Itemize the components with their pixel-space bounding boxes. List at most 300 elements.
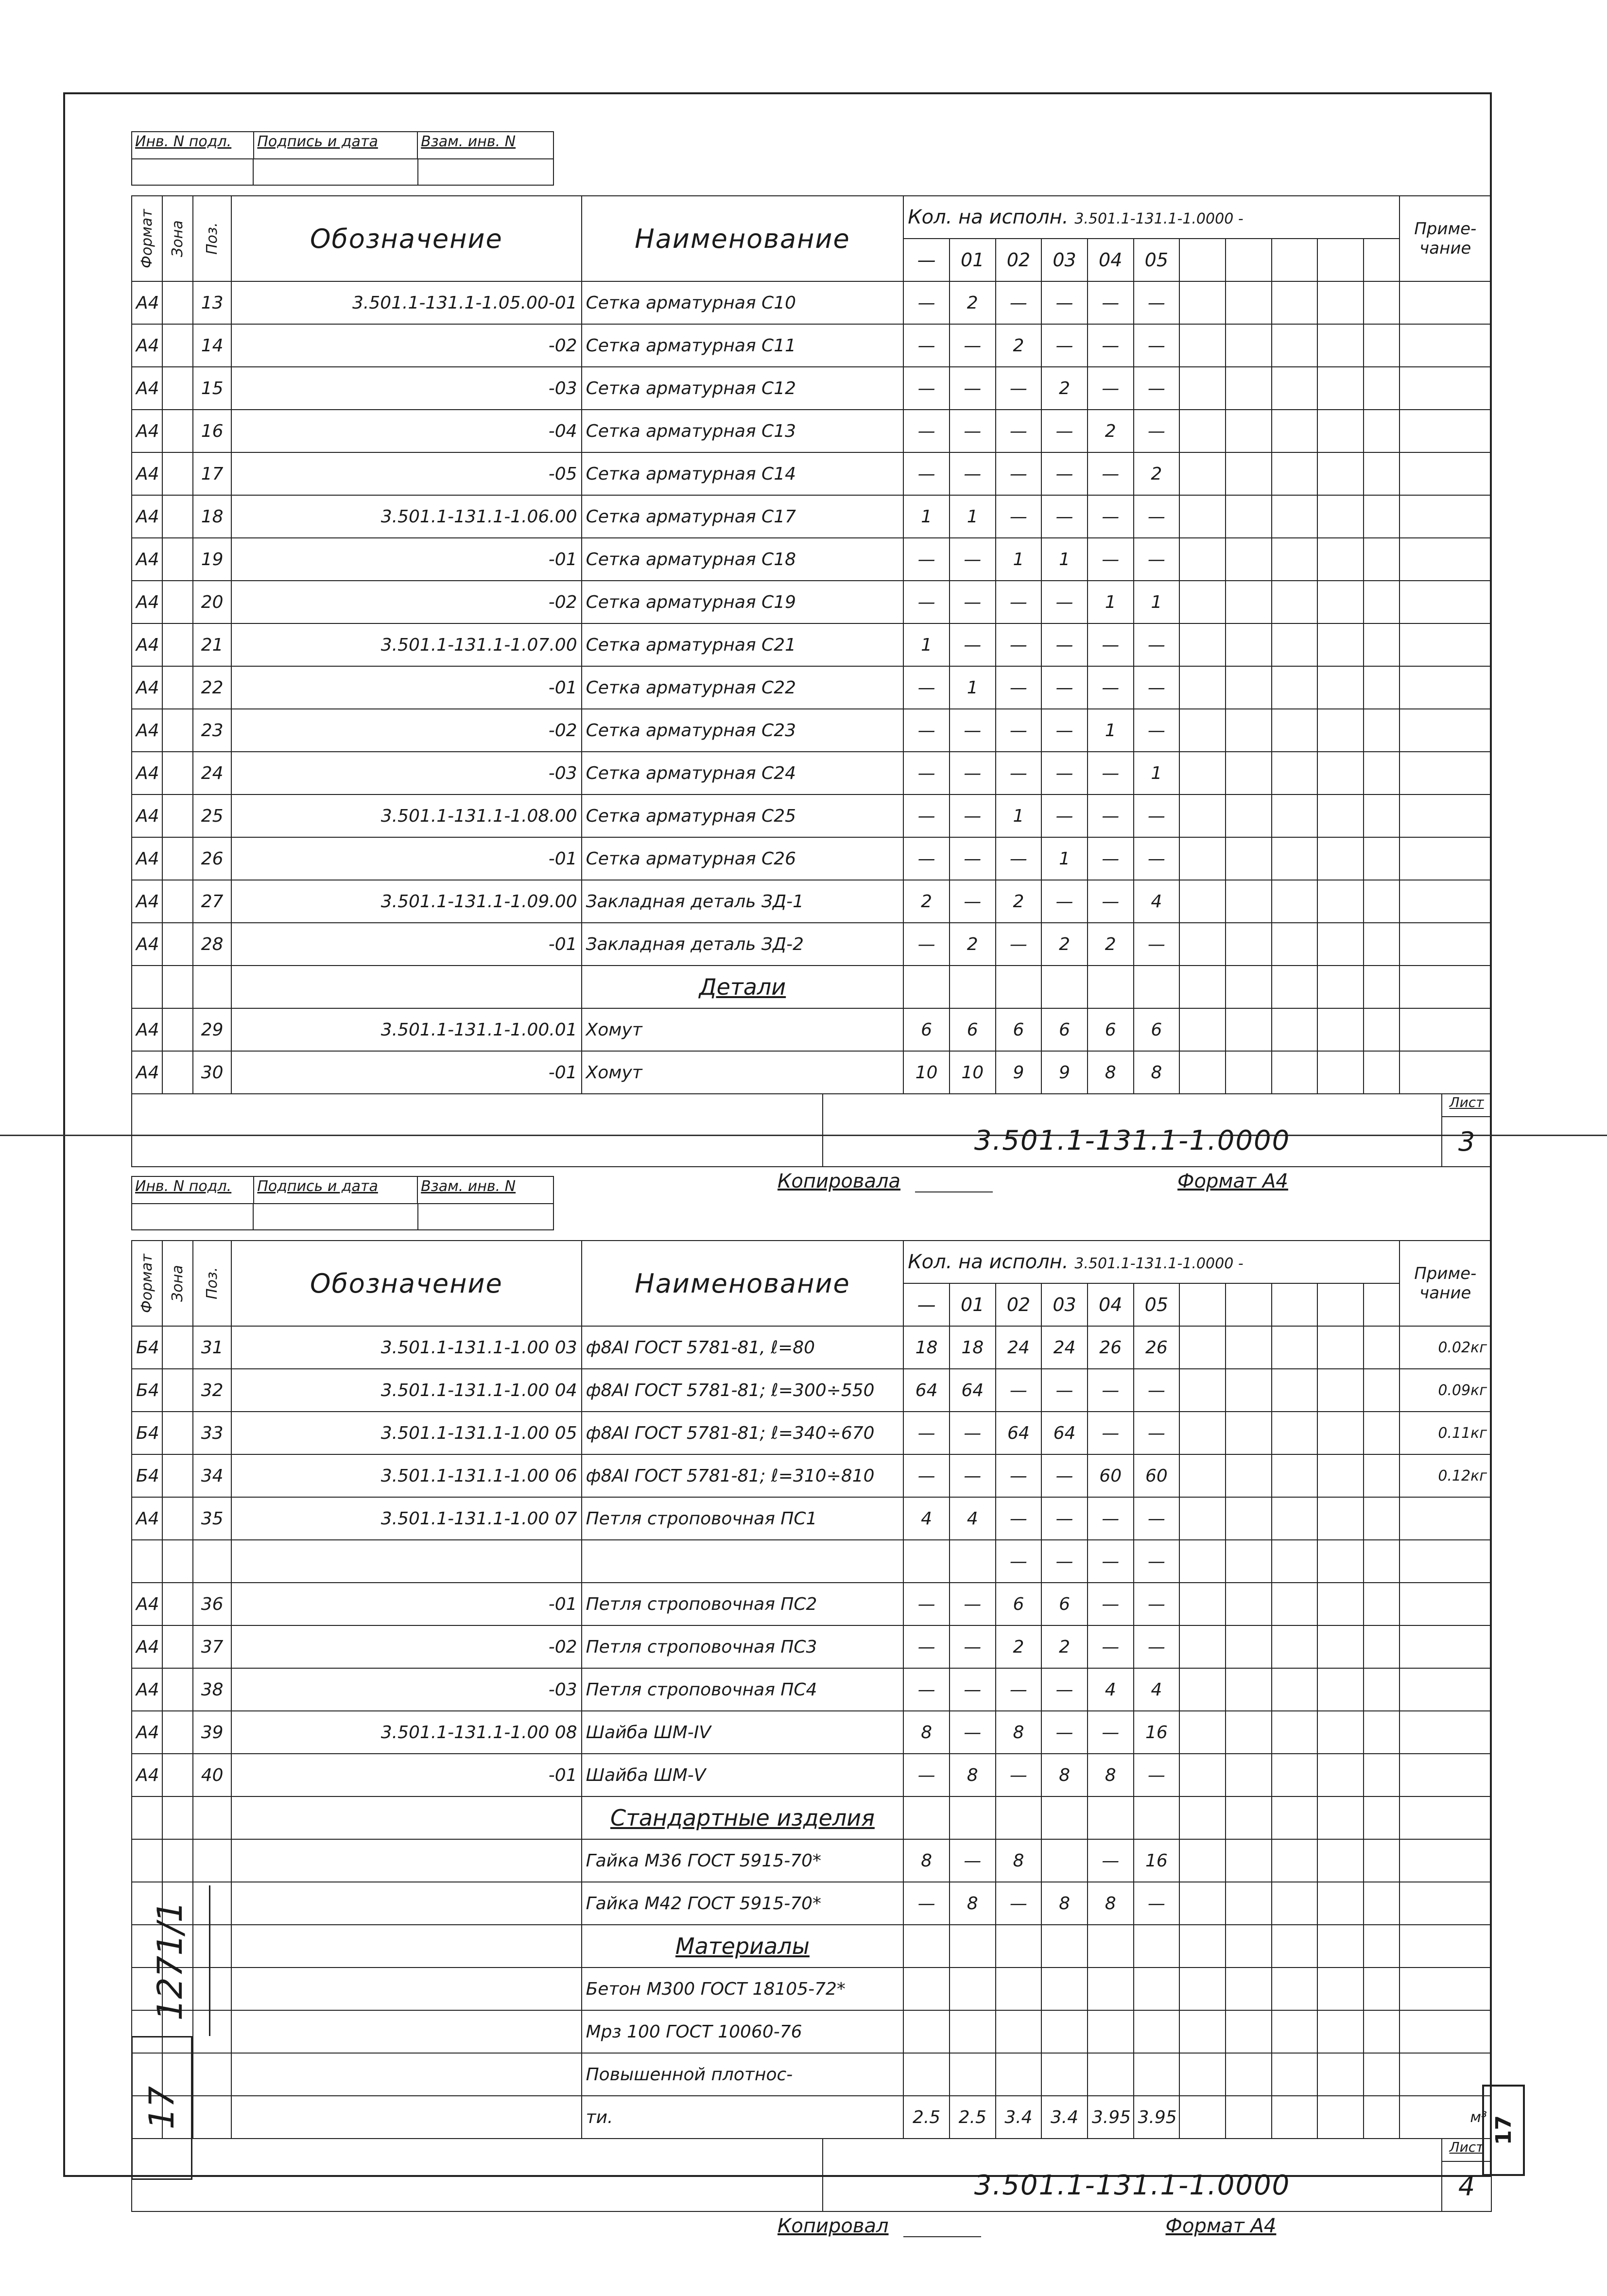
row-qty: 24 (996, 1326, 1042, 1369)
row-qty: — (996, 1882, 1042, 1925)
row-qty: — (1134, 1540, 1180, 1583)
row-qty: 18 (903, 1326, 950, 1369)
row-pos: 14 (193, 324, 231, 367)
row-qty: — (1134, 623, 1180, 666)
row-qty: 8 (950, 1754, 996, 1796)
row-qty: 64 (996, 1412, 1042, 1454)
row-designation: -03 (231, 752, 582, 794)
variant-header: 01 (950, 239, 996, 281)
row-format: А4 (132, 709, 162, 752)
sheet-number: 3 (1458, 1126, 1475, 1157)
row-format: А4 (132, 452, 162, 495)
row-format: А4 (132, 666, 162, 709)
table-row (132, 2053, 1491, 2096)
row-qty: 6 (1041, 1583, 1088, 1625)
table-row (132, 1412, 1491, 1454)
table-row (132, 2096, 1491, 2139)
row-qty: — (1088, 1412, 1134, 1454)
row-qty (1088, 2053, 1134, 2096)
table-row (132, 2010, 1491, 2053)
row-qty: 2 (1088, 410, 1134, 452)
row-note: 0.11кг (1400, 1412, 1491, 1454)
section-title: Детали (582, 966, 904, 1008)
row-qty: — (1088, 837, 1134, 880)
row-qty (996, 2053, 1042, 2096)
variant-header: 05 (1134, 239, 1180, 281)
row-qty (903, 1968, 950, 2010)
row-name: Сетка арматурная С18 (582, 538, 904, 581)
row-qty: 1 (903, 623, 950, 666)
row-qty: — (950, 1625, 996, 1668)
row-pos (193, 2096, 231, 2139)
row-name: Бетон М300 ГОСТ 18105-72* (582, 1968, 904, 2010)
table-row (132, 1326, 1491, 1369)
quantity-title: Кол. на исполн. (908, 1251, 1069, 1273)
table-row (132, 1668, 1491, 1711)
row-note (1400, 1668, 1491, 1711)
row-note (1400, 1540, 1491, 1583)
row-qty: — (950, 538, 996, 581)
table-row (132, 1968, 1491, 2010)
row-qty: — (1134, 923, 1180, 966)
table-row (132, 1839, 1491, 1882)
row-qty: — (996, 1540, 1042, 1583)
row-zone (162, 367, 193, 410)
row-qty: — (996, 837, 1042, 880)
row-qty: — (950, 1668, 996, 1711)
row-qty: — (1041, 752, 1088, 794)
row-note (1400, 2010, 1491, 2053)
row-name: Петля строповочная ПС3 (582, 1625, 904, 1668)
row-qty: — (903, 1668, 950, 1711)
row-qty: — (1041, 880, 1088, 923)
row-qty: — (1041, 1454, 1088, 1497)
section-row (132, 1925, 1491, 1968)
row-qty: — (950, 794, 996, 837)
row-format: А4 (132, 324, 162, 367)
row-designation: 3.501.1-131.1-1.00 08 (231, 1711, 582, 1754)
title-block (131, 1094, 1492, 1167)
row-designation: -01 (231, 1754, 582, 1796)
row-name: Сетка арматурная С24 (582, 752, 904, 794)
row-qty: — (903, 581, 950, 623)
row-pos: 31 (193, 1326, 231, 1369)
row-qty: — (1134, 1625, 1180, 1668)
row-designation: -05 (231, 452, 582, 495)
row-qty: — (1088, 1540, 1134, 1583)
table-row (132, 281, 1491, 324)
row-designation: -01 (231, 837, 582, 880)
row-qty: — (1041, 666, 1088, 709)
row-qty: 64 (1041, 1412, 1088, 1454)
row-qty: 9 (996, 1051, 1042, 1094)
table-row (132, 752, 1491, 794)
row-format: Б4 (132, 1369, 162, 1412)
row-qty (996, 2010, 1042, 2053)
row-note (1400, 495, 1491, 538)
row-note (1400, 880, 1491, 923)
row-designation (231, 2053, 582, 2096)
row-note: 0.09кг (1400, 1369, 1491, 1412)
row-pos: 25 (193, 794, 231, 837)
row-qty: 26 (1088, 1326, 1134, 1369)
row-qty: — (1041, 281, 1088, 324)
row-pos: 26 (193, 837, 231, 880)
row-qty: 10 (903, 1051, 950, 1094)
variant-header: 01 (950, 1283, 996, 1326)
row-qty: 6 (950, 1008, 996, 1051)
row-qty: 24 (1041, 1326, 1088, 1369)
quantity-title: Кол. на исполн. (908, 206, 1069, 228)
row-name: Закладная деталь ЗД-1 (582, 880, 904, 923)
row-qty: — (903, 452, 950, 495)
row-qty: — (996, 709, 1042, 752)
row-designation: 3.501.1-131.1-1.00 07 (231, 1497, 582, 1540)
row-qty: — (950, 324, 996, 367)
table-row (132, 837, 1491, 880)
row-qty (1041, 2053, 1088, 2096)
row-qty: 60 (1134, 1454, 1180, 1497)
row-format: А4 (132, 1625, 162, 1668)
row-qty (950, 2010, 996, 2053)
row-zone (162, 1583, 193, 1625)
row-qty: 2 (950, 281, 996, 324)
row-qty: — (903, 794, 950, 837)
row-qty: 2 (903, 880, 950, 923)
title-block (131, 2139, 1492, 2212)
row-designation (231, 2010, 582, 2053)
row-name: Гайка М42 ГОСТ 5915-70* (582, 1882, 904, 1925)
row-note (1400, 452, 1491, 495)
row-qty: — (1088, 794, 1134, 837)
table-row (132, 623, 1491, 666)
row-format: А4 (132, 581, 162, 623)
row-zone (162, 709, 193, 752)
row-note (1400, 1754, 1491, 1796)
sheet-4 (131, 1176, 1492, 2237)
section-row (132, 1796, 1491, 1839)
archive-sign-label: Подпись и дата (253, 131, 417, 158)
row-name: ф8АI ГОСТ 5781-81; ℓ=340÷670 (582, 1412, 904, 1454)
row-name: ф8АI ГОСТ 5781-81, ℓ=80 (582, 1326, 904, 1369)
row-qty (1088, 1968, 1134, 2010)
row-note (1400, 1051, 1491, 1094)
row-designation (231, 2096, 582, 2139)
row-qty: — (903, 367, 950, 410)
copied-by-label: Копировала (778, 1170, 901, 1192)
row-note (1400, 1008, 1491, 1051)
row-zone (162, 1369, 193, 1412)
row-qty: 1 (1134, 581, 1180, 623)
row-designation: -01 (231, 666, 582, 709)
row-qty: — (903, 837, 950, 880)
row-note (1400, 1625, 1491, 1668)
row-zone (162, 495, 193, 538)
row-qty: 8 (1041, 1754, 1088, 1796)
row-format: А4 (132, 1711, 162, 1754)
row-qty: — (1088, 1369, 1134, 1412)
row-qty (1134, 1968, 1180, 2010)
row-qty: — (1134, 1583, 1180, 1625)
row-qty: — (950, 367, 996, 410)
row-format: А4 (132, 794, 162, 837)
row-name: Сетка арматурная С25 (582, 794, 904, 837)
row-qty: — (950, 1583, 996, 1625)
row-format: А4 (132, 281, 162, 324)
row-qty: 6 (996, 1583, 1042, 1625)
row-qty: 6 (1041, 1008, 1088, 1051)
archive-replace-label: Взам. инв. N (417, 131, 554, 158)
row-designation: -01 (231, 1051, 582, 1094)
archive-header (131, 1176, 554, 1203)
row-qty: — (903, 1882, 950, 1925)
row-name: Сетка арматурная С10 (582, 281, 904, 324)
row-name: Сетка арматурная С11 (582, 324, 904, 367)
archive-inv-label: Инв. N подл. (131, 131, 253, 158)
col-zone: Зона (162, 1241, 193, 1326)
row-pos: 27 (193, 880, 231, 923)
row-zone (162, 837, 193, 880)
quantity-code: 3.501.1-131.1-1.0000 - (1074, 1255, 1244, 1272)
row-qty: 1 (950, 495, 996, 538)
row-qty: 1 (996, 538, 1042, 581)
row-qty (950, 1968, 996, 2010)
row-qty: 8 (950, 1882, 996, 1925)
row-name: Мрз 100 ГОСТ 10060-76 (582, 2010, 904, 2053)
table-row (132, 1497, 1491, 1540)
row-note (1400, 666, 1491, 709)
row-qty: — (1041, 794, 1088, 837)
archive-inv-label: Инв. N подл. (131, 1176, 253, 1203)
row-name: Гайка М36 ГОСТ 5915-70* (582, 1839, 904, 1882)
row-qty: — (903, 1454, 950, 1497)
row-qty: — (903, 1625, 950, 1668)
row-qty: 1 (1088, 709, 1134, 752)
row-qty: — (1088, 495, 1134, 538)
row-qty: 26 (1134, 1326, 1180, 1369)
row-format (132, 1839, 162, 1882)
row-name: Сетка арматурная С26 (582, 837, 904, 880)
row-zone (162, 1625, 193, 1668)
row-qty: — (903, 1583, 950, 1625)
row-qty: — (1088, 538, 1134, 581)
row-format: А4 (132, 538, 162, 581)
row-qty: — (1041, 495, 1088, 538)
row-qty: — (996, 1668, 1042, 1711)
table-row (132, 1882, 1491, 1925)
row-name: Петля строповочная ПС2 (582, 1583, 904, 1625)
row-qty: 1 (1041, 538, 1088, 581)
variant-header: — (903, 239, 950, 281)
row-qty (903, 2053, 950, 2096)
table-row (132, 1008, 1491, 1051)
table-row (132, 923, 1491, 966)
row-note (1400, 1583, 1491, 1625)
row-qty: 1 (903, 495, 950, 538)
row-name: ф8АI ГОСТ 5781-81; ℓ=300÷550 (582, 1369, 904, 1412)
row-note (1400, 1839, 1491, 1882)
row-designation: -01 (231, 538, 582, 581)
row-zone (162, 452, 193, 495)
row-zone (162, 1412, 193, 1454)
section-row (132, 966, 1491, 1008)
row-qty: — (996, 281, 1042, 324)
row-pos (193, 2053, 231, 2096)
row-note (1400, 2053, 1491, 2096)
inventory-stamp (131, 1885, 210, 2036)
row-qty: — (1134, 410, 1180, 452)
row-zone (162, 281, 193, 324)
row-qty: — (903, 709, 950, 752)
row-qty: 2 (1041, 1625, 1088, 1668)
row-qty: 8 (1088, 1754, 1134, 1796)
row-name: Сетка арматурная С17 (582, 495, 904, 538)
table-row (132, 709, 1491, 752)
row-qty: — (903, 538, 950, 581)
row-qty: 4 (1088, 1668, 1134, 1711)
row-format: А4 (132, 880, 162, 923)
row-qty: — (903, 923, 950, 966)
row-designation (231, 1882, 582, 1925)
row-qty: — (950, 452, 996, 495)
row-qty: — (950, 1711, 996, 1754)
sheet-label: Лист (1442, 2139, 1491, 2162)
col-format: Формат (132, 1241, 162, 1326)
col-format: Формат (132, 196, 162, 281)
row-qty (1041, 1968, 1088, 2010)
row-zone (162, 623, 193, 666)
table-row (132, 410, 1491, 452)
row-qty: 8 (996, 1711, 1042, 1754)
table-row (132, 1369, 1491, 1412)
row-zone (162, 538, 193, 581)
row-qty (950, 2053, 996, 2096)
variant-header: 05 (1134, 1283, 1180, 1326)
row-zone (162, 666, 193, 709)
row-qty: — (950, 880, 996, 923)
row-qty (996, 1968, 1042, 2010)
row-zone (162, 1008, 193, 1051)
row-qty: — (950, 581, 996, 623)
row-note (1400, 794, 1491, 837)
row-designation: -02 (231, 581, 582, 623)
col-zone: Зона (162, 196, 193, 281)
row-qty: — (950, 1839, 996, 1882)
row-qty: — (996, 410, 1042, 452)
spec-table (131, 195, 1492, 1094)
row-qty: — (1088, 1839, 1134, 1882)
row-qty: — (903, 666, 950, 709)
row-note (1400, 581, 1491, 623)
col-name: Наименование (582, 1241, 904, 1326)
row-format: Б4 (132, 1326, 162, 1369)
row-format: А4 (132, 623, 162, 666)
row-pos: 37 (193, 1625, 231, 1668)
variant-header: 03 (1041, 239, 1088, 281)
row-qty: 4 (1134, 880, 1180, 923)
row-note (1400, 837, 1491, 880)
row-zone (162, 880, 193, 923)
row-qty: 1 (1134, 752, 1180, 794)
row-designation: -04 (231, 410, 582, 452)
row-designation (231, 1968, 582, 2010)
row-qty: 64 (903, 1369, 950, 1412)
row-designation: -02 (231, 1625, 582, 1668)
row-qty: — (903, 410, 950, 452)
row-qty: — (1134, 1497, 1180, 1540)
row-qty: 2 (996, 324, 1042, 367)
row-format: Б4 (132, 1412, 162, 1454)
row-name: Сетка арматурная С22 (582, 666, 904, 709)
row-name: Сетка арматурная С21 (582, 623, 904, 666)
table-row (132, 1454, 1491, 1497)
row-qty: 10 (950, 1051, 996, 1094)
row-qty (950, 1540, 996, 1583)
copier-signature (903, 2215, 981, 2237)
row-qty: — (1134, 709, 1180, 752)
row-qty: 2 (950, 923, 996, 966)
row-pos: 16 (193, 410, 231, 452)
row-qty: 2 (996, 880, 1042, 923)
row-qty: 60 (1088, 1454, 1134, 1497)
variant-header: 03 (1041, 1283, 1088, 1326)
row-pos: 13 (193, 281, 231, 324)
row-designation: -03 (231, 367, 582, 410)
row-format: А4 (132, 1668, 162, 1711)
document-code: 3.501.1-131.1-1.0000 (823, 1094, 1442, 1166)
row-qty: 6 (903, 1008, 950, 1051)
row-note (1400, 281, 1491, 324)
row-qty: — (903, 1754, 950, 1796)
row-note (1400, 709, 1491, 752)
row-qty (1041, 2010, 1088, 2053)
row-format (132, 1540, 162, 1583)
row-qty: — (1041, 581, 1088, 623)
row-pos: 34 (193, 1454, 231, 1497)
row-format: А4 (132, 1583, 162, 1625)
row-qty: — (950, 709, 996, 752)
row-pos: 23 (193, 709, 231, 752)
col-note: Приме- чание (1400, 1241, 1491, 1326)
row-qty: 3.95 (1088, 2096, 1134, 2139)
row-designation: 3.501.1-131.1-1.00.01 (231, 1008, 582, 1051)
document-code: 3.501.1-131.1-1.0000 (823, 2139, 1442, 2211)
row-note (1400, 1497, 1491, 1540)
row-qty: 18 (950, 1326, 996, 1369)
row-qty: — (1041, 410, 1088, 452)
row-pos (193, 1540, 231, 1583)
row-pos (193, 1839, 231, 1882)
row-note (1400, 923, 1491, 966)
corner-stamp (1482, 2085, 1525, 2176)
row-note (1400, 538, 1491, 581)
corner-number: 17 (1491, 2115, 1516, 2145)
row-format: А4 (132, 1754, 162, 1796)
row-qty: 64 (950, 1369, 996, 1412)
row-qty: 4 (903, 1497, 950, 1540)
row-qty: 2.5 (903, 2096, 950, 2139)
row-designation: 3.501.1-131.1-1.00 03 (231, 1326, 582, 1369)
row-format: Б4 (132, 1454, 162, 1497)
row-qty: — (1134, 281, 1180, 324)
row-qty: — (1134, 1369, 1180, 1412)
row-qty: — (1134, 324, 1180, 367)
row-designation: 3.501.1-131.1-1.08.00 (231, 794, 582, 837)
row-qty: 2.5 (950, 2096, 996, 2139)
row-pos: 15 (193, 367, 231, 410)
side-stamp (131, 2036, 192, 2180)
format-label: Формат А4 (1165, 2215, 1277, 2237)
